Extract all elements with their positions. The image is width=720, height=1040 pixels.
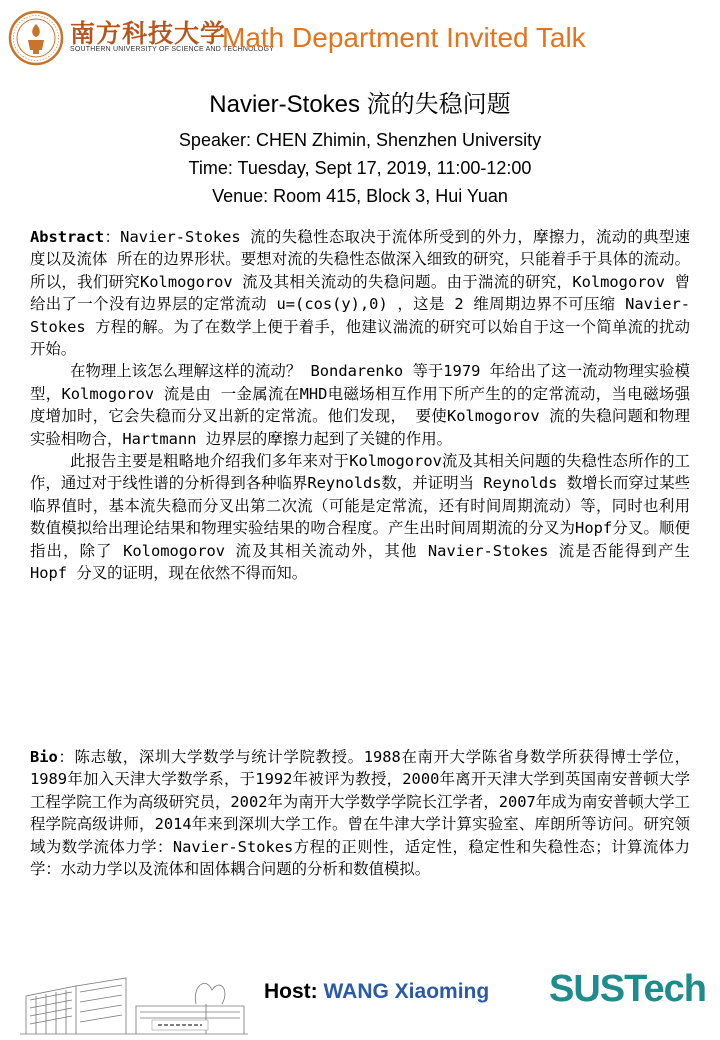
host-line (264, 980, 489, 1004)
bio-label: Bio (30, 748, 58, 766)
page-header-title: Math Department Invited Talk (222, 22, 586, 53)
sustech-logo: SUSTech (549, 968, 707, 1010)
university-name-en: SOUTHERN UNIVERSITY OF SCIENCE AND TECHNOLOGY (70, 46, 274, 53)
bio-text: ：陈志敏，深圳大学数学与统计学院教授。1988在南开大学陈省身数学所获得博士学位，1989年加入天津大学数学系，于1992年被评为教授，2000年离开天津大学到英国南安普顿大学工程学院工作为高级研究员，2002年为南开大学数学学院长江学者，2007年成为南安普顿大学工程学院高级讲师，2014年来到深圳大学工作。曾在牛津大学计算实验室、库朗所等访问。研究领域为数学流体力学：Navier-Stokes方程的正则性，适定性，稳定性和失稳性态；计算流体力学：水动力学以及流体和固体耦合问题的分析和数值模拟。 (30, 748, 690, 879)
abstract-section (30, 226, 690, 585)
host-label: Host: (264, 980, 318, 1003)
university-seal-icon (8, 10, 64, 66)
host-name: WANG Xiaoming (323, 980, 490, 1003)
abstract-paragraph-3: 此报告主要是粗略地介绍我们多年来对于Kolmogorov流及其相关问题的失稳性态所作的工作，通过对于线性谱的分析得到各种临界Reynolds数，并证明当 Reynolds 数增长而穿过某些临界值时，基本流失稳而分叉出第二次流（可能是定常流，还有时间周期流动）等，同时也利用数值模拟给出理论结果和物理实验结果的吻合程度。产生出时间周期流的分叉为Hopf分叉。顺便指出，除了 Kolomogorov 流及其相关流动外，其他 Navier-Stokes 流是否能得到产生 Hopf 分叉的证明，现在依然不得而知。 (30, 452, 690, 583)
time-line: Time: Tuesday, Sept 17, 2019, 11:00-12:00 (188, 158, 532, 178)
speaker-line: Speaker: CHEN Zhimin, Shenzhen University (178, 130, 542, 150)
university-name-cn: 南方科技大学 (70, 19, 227, 48)
bio-paragraph (30, 746, 690, 880)
abstract-paragraph-1 (30, 226, 690, 360)
bio-section (30, 746, 690, 880)
campus-building-sketch-icon (16, 956, 252, 1036)
abstract-paragraph-2: 在物理上该怎么理解这样的流动？ Bondarenko 等于1979 年给出了这一流动物理实验模型，Kolmogorov 流是由 一金属流在MHD电磁场相互作用下所产生的的定常流动，当电磁场强度增加时，它会失稳而分叉出新的定常流。他们发现， 要使Kolmogorov 流的失稳问题和物理实验相吻合，Hartmann 边界层的摩擦力起到了关键的作用。 (30, 362, 690, 448)
venue-line: Venue: Room 415, Block 3, Hui Yuan (212, 186, 508, 206)
abstract-label: Abstract (30, 228, 105, 246)
talk-title: Navier-Stokes 流的失稳问题 (209, 91, 511, 118)
abstract-text-1: ：Navier-Stokes 流的失稳性态取决于流体所受到的外力，摩擦力，流动的典型速度以及流体 所在的边界形状。要想对流的失稳性态做深入细致的研究，只能着手于具体的流动。所以，我们研究Kolmogorov 流及其相关流动的失稳问题。由于湍流的研究，Kolmogorov 曾给出了一个没有边界层的定常流动 u=(cos(y),0) ，这是 2 维周期边界不可压缩 Navier-Stokes 方程的解。为了在数学上便于着手，他建议湍流的研究可以始自于这一个简单流的扰动开始。 (30, 228, 690, 359)
